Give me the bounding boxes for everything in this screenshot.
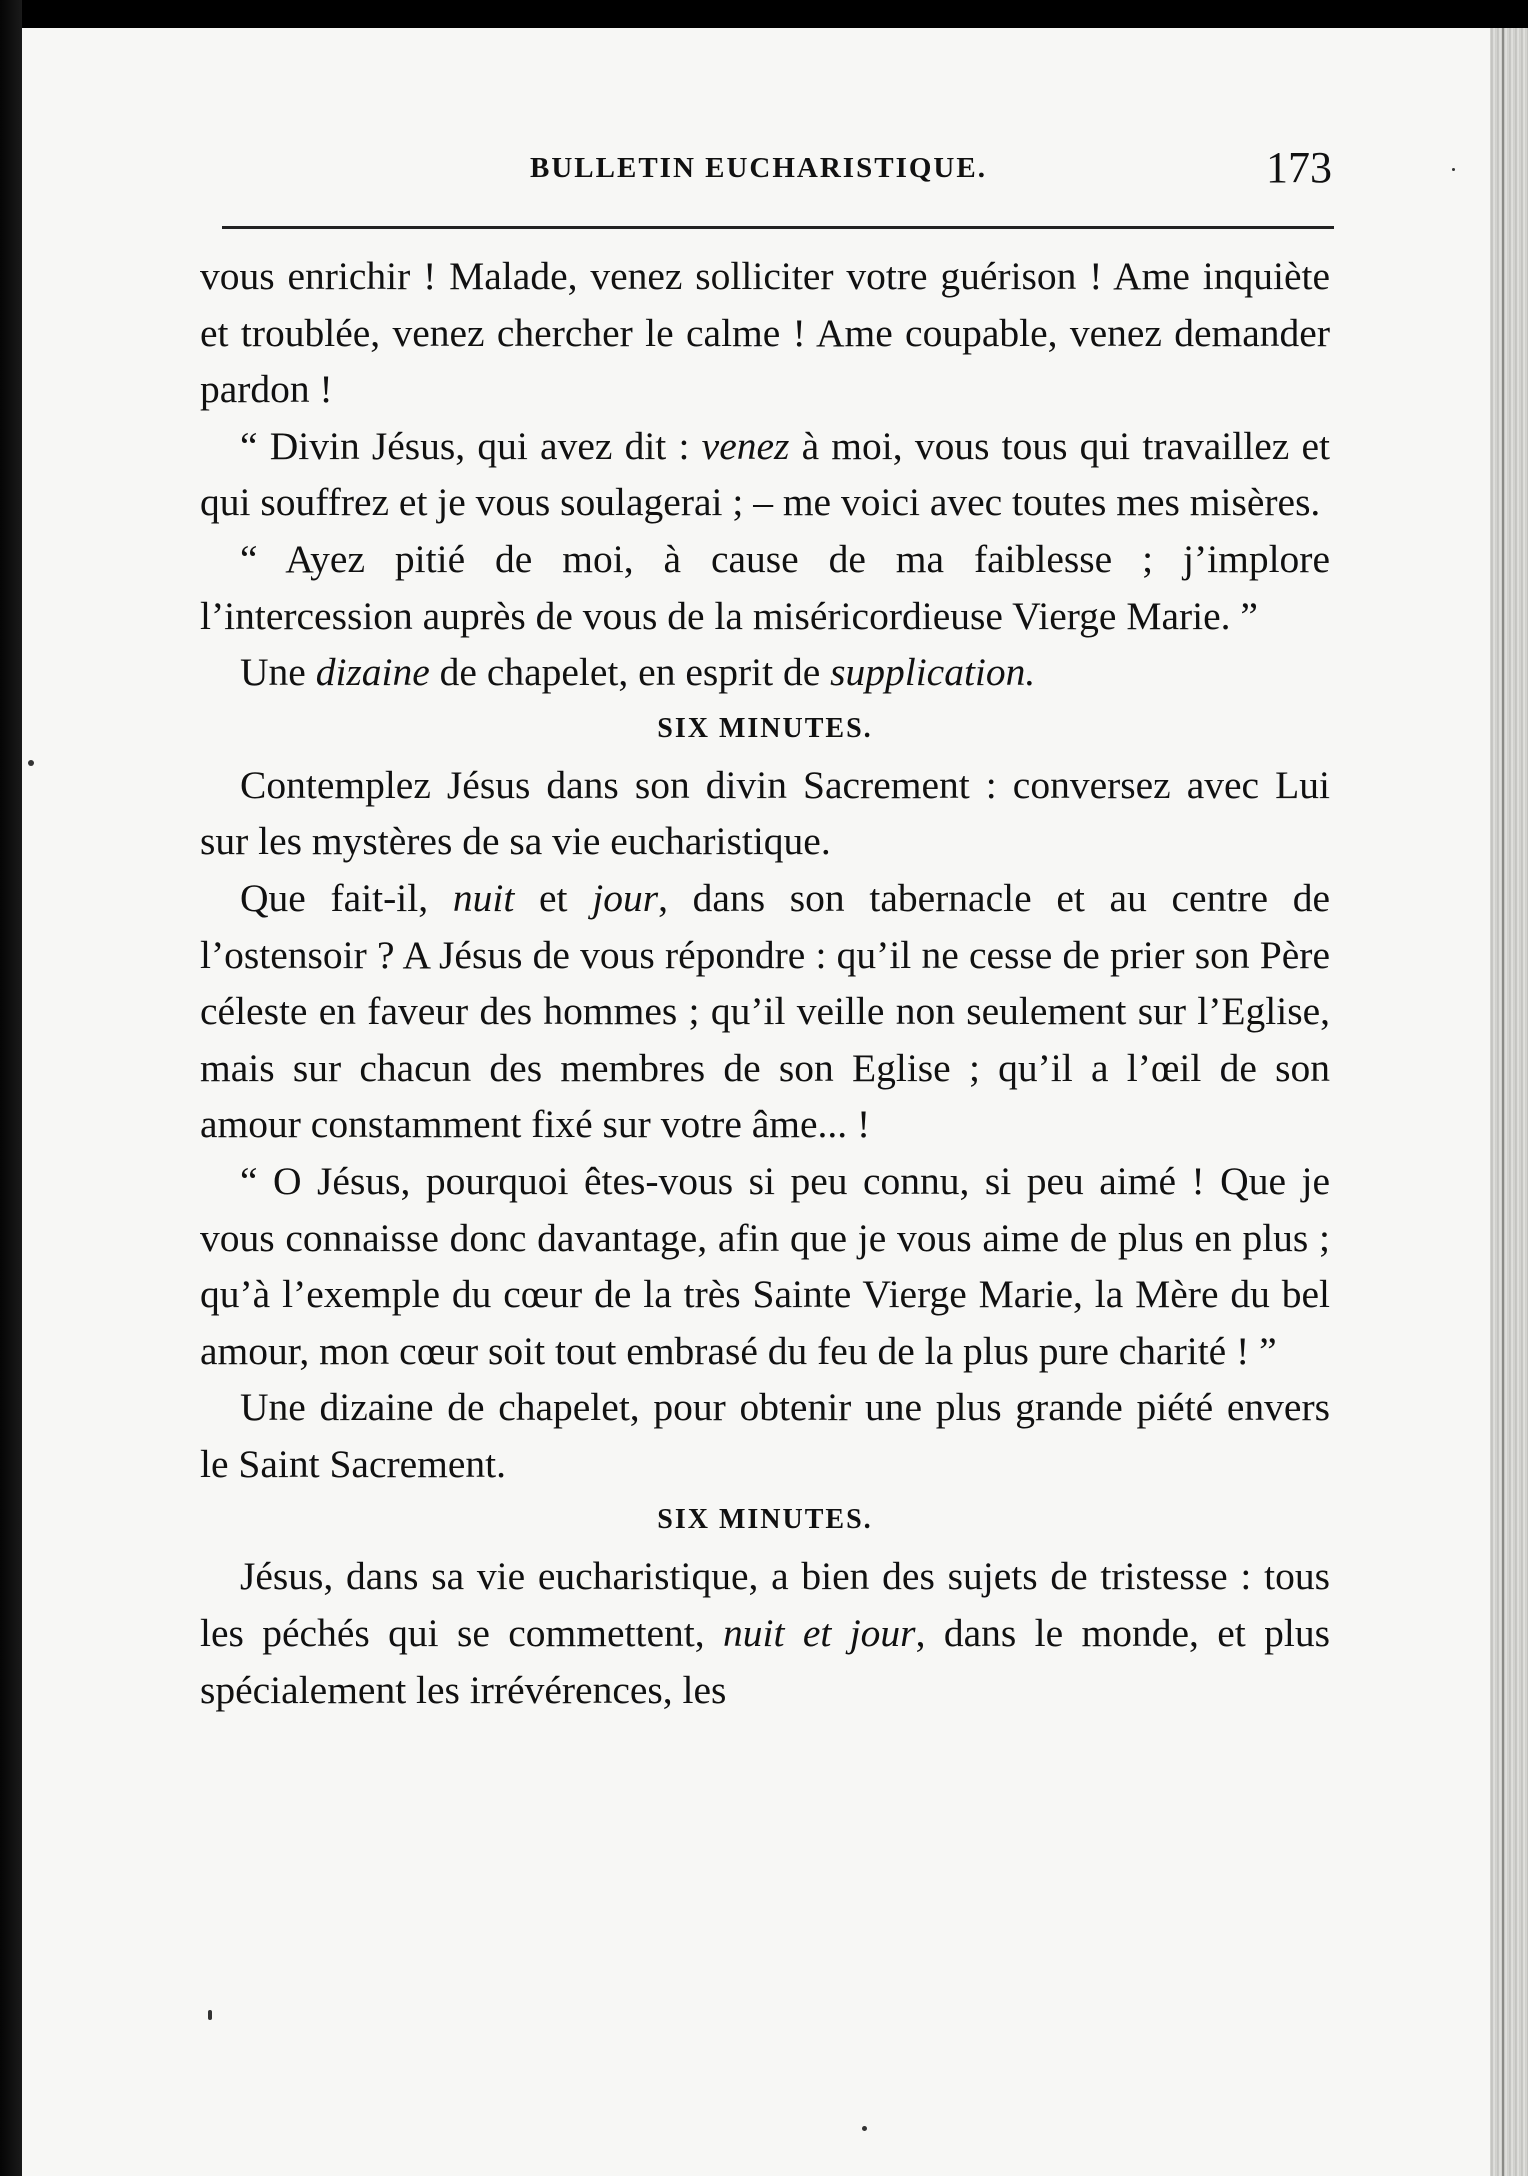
paragraph-6-text-b: et — [514, 875, 593, 920]
page-stack-line — [1502, 28, 1504, 2176]
paragraph-1: vous enrichir ! Malade, venez solliciter votre guérison ! Ame inquiète et troublée, venez chercher le calme ! Ame coupable, venez demander pardon ! — [200, 254, 1330, 412]
paragraph-5: Contemplez Jésus dans son divin Sacrement : conversez avec Lui sur les mystères de sa vie eucharistique. — [200, 762, 1330, 864]
scan-left-edge — [0, 0, 22, 2176]
paragraph-2 — [200, 418, 1330, 531]
paragraph-8: Une dizaine de chapelet, pour obtenir une plus grande piété envers le Saint Sacrement. — [200, 1385, 1330, 1486]
header-rule — [222, 226, 1334, 229]
paragraph-4-italic-2: supplication. — [830, 650, 1036, 695]
page-header — [220, 143, 1332, 192]
page-number: 173 — [1266, 143, 1332, 192]
paragraph-6-italic-1: nuit — [452, 875, 515, 920]
paragraph-9-italic: nuit et jour — [722, 1611, 916, 1656]
scan-speck — [1452, 168, 1455, 171]
paragraph-9-text-a: Jésus, dans sa vie eucharistique, a bien des sujets de tristesse : tous les péchés qui se commettent, — [200, 1554, 1330, 1656]
page-body — [200, 248, 1330, 1718]
paragraph-4 — [200, 644, 1330, 701]
paragraph-6-text-c: , dans son tabernacle et au centre de l’ostensoir ? A Jésus de vous répondre : qu’il ne cesse de prier son Père céleste en faveur des hommes ; qu’il veille non seulement sur l’Eglise, mais sur chacun des membres de son Eglise ; qu’il a l’œil de son amour constamment fixé sur votre âme... ! — [200, 875, 1330, 1147]
section-title-1: SIX MINUTES. — [657, 712, 873, 744]
paragraph-2-text-b: à moi, vous tous qui travaillez et qui souffrez et je vous soulagerai ; – me voici avec toutes mes misères. — [200, 423, 1330, 525]
paragraph-6-text-a: Que fait-il, — [240, 875, 453, 920]
section-title-2: SIX MINUTES. — [657, 1504, 873, 1536]
running-head: BULLETIN EUCHARISTIQUE. — [530, 152, 987, 184]
paragraph-7: “ O Jésus, pourquoi êtes-vous si peu connu, si peu aimé ! Que je vous connaisse donc davantage, afin que je vous aime de plus en plus ; qu’à l’exemple du cœur de la très Sainte Vierge Marie, la Mère du bel amour, mon cœur soit tout embrasé du feu de la plus pure charité ! ” — [200, 1158, 1330, 1373]
scan-speck — [862, 2126, 867, 2131]
paragraph-6 — [200, 870, 1330, 1153]
paragraph-4-italic-1: dizaine — [315, 650, 430, 695]
paragraph-6-italic-2: jour — [592, 875, 659, 920]
scan-speck — [28, 760, 34, 766]
paragraph-2-text-a: “ Divin Jésus, qui avez dit : — [240, 423, 702, 468]
paragraph-4-text-b: de chapelet, en esprit de — [429, 650, 831, 695]
paragraph-4-text-a: Une — [240, 650, 316, 695]
scan-speck — [208, 2010, 212, 2020]
paragraph-2-italic: venez — [701, 423, 790, 468]
paragraph-3: “ Ayez pitié de moi, à cause de ma faiblesse ; j’implore l’intercession auprès de vous de la miséricordieuse Vierge Marie. ” — [200, 536, 1330, 638]
page-stack-edge — [1490, 28, 1528, 2176]
paragraph-9-text-b: , dans le monde, et plus spécialement les irrévérences, les — [200, 1611, 1330, 1712]
paragraph-9 — [200, 1548, 1330, 1718]
